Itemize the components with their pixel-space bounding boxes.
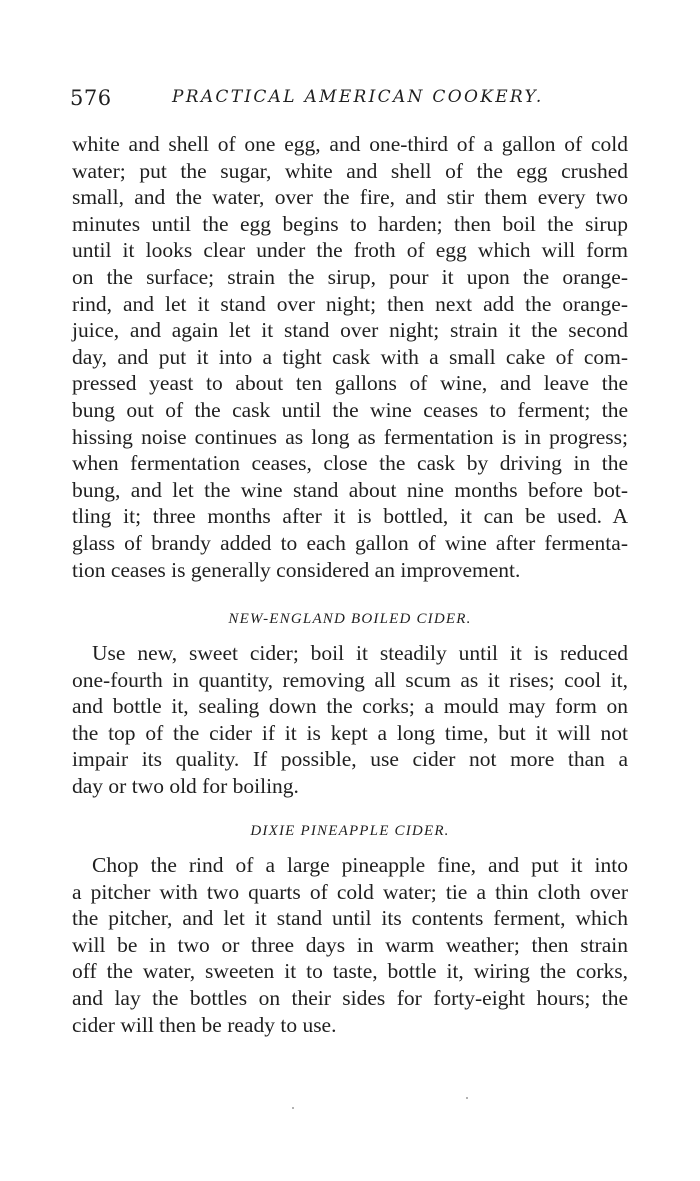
text-line: hissing noise continues as long as fermentation is in progress; (72, 424, 628, 449)
text-line: impair its quality. If possible, use cider not more than a (72, 747, 628, 772)
text-line: pressed yeast to about ten gallons of wine, and leave the (72, 371, 628, 396)
text-line: day or two old for boiling. (72, 773, 299, 798)
text-line: bung out of the cask until the wine ceases to ferment; the (72, 397, 628, 422)
running-title: PRACTICAL AMERICAN COOKERY. (172, 87, 544, 107)
text-line: off the water, sweeten it to taste, bottle it, wiring the corks, (72, 959, 628, 984)
text-line: a pitcher with two quarts of cold water; tie a thin cloth over (72, 879, 628, 904)
recipe-paragraph (72, 640, 628, 800)
text-line: and lay the bottles on their sides for forty-eight hours; the (72, 985, 628, 1010)
page-number: 576 (70, 86, 112, 110)
text-line: one-fourth in quantity, removing all scum as it rises; cool it, (72, 667, 628, 692)
text-line: tling it; three months after it is bottled, it can be used. A (72, 504, 628, 529)
text-line: the pitcher, and let it stand until its contents ferment, which (72, 906, 628, 931)
text-line: water; put the sugar, white and shell of the egg crushed (72, 158, 628, 183)
text-line: juice, and again let it stand over night; strain it the second (72, 318, 628, 343)
recipe-paragraph (72, 852, 628, 1038)
paper-speck (466, 1097, 468, 1099)
text-line: rind, and let it stand over night; then next add the orange- (72, 291, 628, 316)
text-line: bung, and let the wine stand about nine months before bot- (72, 477, 628, 502)
text-line: white and shell of one egg, and one-third of a gallon of cold (72, 132, 628, 156)
continuation-paragraph (72, 131, 628, 583)
text-line: day, and put it into a tight cask with a small cake of com- (72, 344, 628, 369)
text-line: when fermentation ceases, close the cask by driving in the (72, 451, 628, 476)
text-line: glass of brandy added to each gallon of wine after fermenta- (72, 530, 628, 555)
recipe-heading: NEW-ENGLAND BOILED CIDER. (228, 611, 472, 627)
text-line: tion ceases is generally considered an improvement. (72, 557, 521, 582)
text-line: on the surface; strain the sirup, pour it upon the orange- (72, 264, 628, 289)
text-line: cider will then be ready to use. (72, 1012, 337, 1037)
paper-speck (292, 1107, 294, 1109)
text-line: will be in two or three days in warm weather; then strain (72, 932, 628, 957)
text-line: small, and the water, over the fire, and stir them every two (72, 185, 628, 210)
running-head (70, 86, 630, 116)
text-line: and bottle it, sealing down the corks; a mould may form on (72, 694, 628, 719)
text-line: Chop the rind of a large pineapple fine, and put it into (92, 853, 628, 877)
text-line: until it looks clear under the froth of egg which will form (72, 238, 628, 263)
recipe-heading: DIXIE PINEAPPLE CIDER. (250, 823, 450, 839)
text-line: Use new, sweet cider; boil it steadily until it is reduced (92, 641, 628, 665)
text-line: minutes until the egg begins to harden; then boil the sirup (72, 211, 628, 236)
text-line: the top of the cider if it is kept a long time, but it will not (72, 720, 628, 745)
